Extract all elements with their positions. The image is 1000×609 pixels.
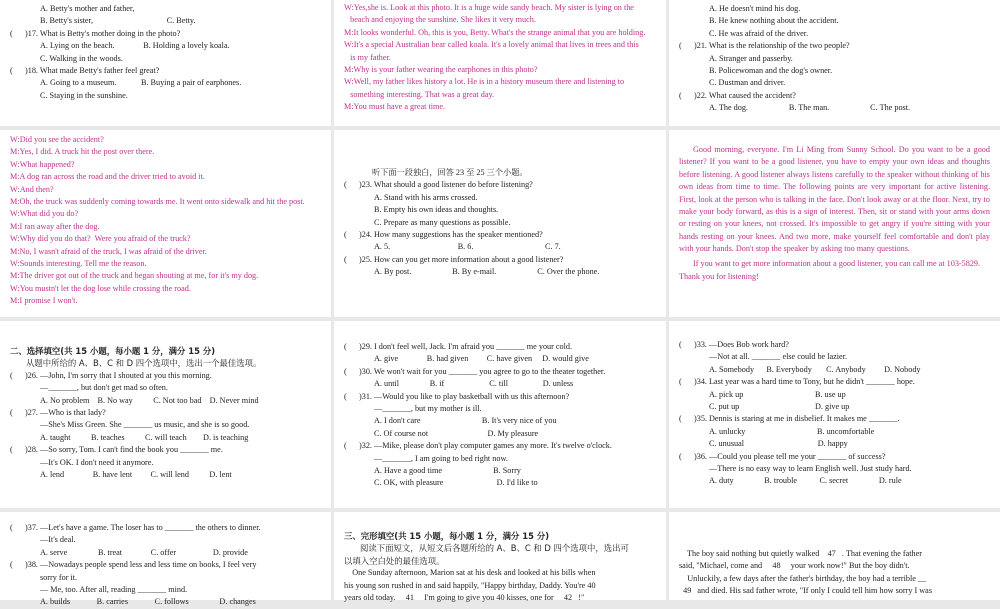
option-line: A. Going to a museum. B. Buying a pair of earphones. [40, 78, 242, 88]
question-line: ( )38. —Nowadays people spend less and less time on books, I feel very [10, 560, 257, 570]
cloze-lines [679, 548, 990, 598]
panel-monologue-listener [669, 130, 1000, 317]
option-line: A. Stranger and passerby. [709, 53, 793, 63]
option-line: A. 5. B. 6. C. 7. [374, 242, 561, 252]
question-line: ( )23. What should a good listener do before listening? [344, 180, 533, 190]
section-instruction: 从题中所给的 A、B、C 和 D 四个选项中，选出一个最佳选项。 [26, 358, 262, 369]
text-line: M:No, I wasn't afraid of the truck, I was afraid of the driver. [10, 246, 207, 256]
text-line: years old today. 41 I'm going to give you 40 kisses, one for 42 !" [344, 593, 585, 603]
text-line: One Sunday afternoon, Marion sat at his desk and looked at his bills when [344, 568, 596, 578]
text-line: M:You must have a great time. [344, 102, 446, 112]
option-line: C. Dustman and driver. [709, 78, 786, 88]
option-line: A. Somebody B. Everybody C. Anybody D. Nobody [709, 364, 921, 374]
text-line: W:What happened? [10, 159, 75, 169]
text-line: is my father. [344, 52, 391, 62]
panel-questions-23-25 [334, 130, 666, 317]
panel-questions-37-38 [0, 512, 331, 607]
text-line: W:What did you do? [10, 209, 79, 219]
text-line: 49 and died. His sad father wrote, "If only I could tell him how sorry I was [679, 586, 933, 596]
option-line: C. Staying in the sunshine. [40, 90, 128, 100]
question-lines [344, 179, 656, 278]
section-heading: 三、完形填空(共 15 小题，每小题 1 分，满分 15 分) [344, 531, 550, 541]
question-lines [344, 341, 656, 490]
panel-dialogue-accident [0, 130, 331, 317]
text-line: W:Why did you do that? Were you afraid of the truck? [10, 234, 191, 244]
option-line: A. lend B. have lent C. will lend D. lent [40, 470, 232, 480]
question-lines [10, 3, 321, 102]
option-line: C. unusual D. happy [709, 439, 848, 449]
question-line: ( )28. —So sorry, Tom. I can't find the book you _______ me. [10, 445, 223, 455]
question-line: ( )31. —Would you like to play basketball with us this afternoon? [344, 391, 570, 401]
section-instruction-cont: 以填入空白处的最佳选项。 [344, 555, 445, 566]
option-line: —It's deal. [40, 535, 76, 545]
panel-questions-29-32 [334, 321, 666, 508]
option-line: A. No problem B. No way C. Not too bad D. Never mind [40, 395, 259, 405]
option-line: C. Walking in the woods. [40, 53, 123, 63]
text-line: W:And then? [10, 184, 54, 194]
question-lines [679, 3, 990, 115]
text-line: something interesting. That was a great day. [344, 89, 495, 99]
option-line: A. pick up B. use up [709, 389, 846, 399]
question-line: ( )30. We won't wait for you _______ you agree to go to the theater together. [344, 366, 606, 376]
panel-questions-26-28 [0, 321, 331, 508]
text-line: M:It looks wonderful. Oh, this is you, Betty. What's the strange animal that you are holding. [344, 27, 646, 37]
text-line: W:Well, my father likes history a lot. He is in a history museum there and listening to [344, 77, 625, 87]
text-line: said, "Michael, come and 48 your work now!" But the boy didn't. [679, 561, 910, 571]
option-line: A. until B. if C. till D. unless [374, 379, 574, 389]
option-line: —_______, but my mother is ill. [374, 404, 482, 414]
question-line: ( )29. I don't feel well, Jack. I'm afraid you _______ me your cold. [344, 342, 573, 351]
option-line: A. duty B. trouble C. secret D. rule [709, 476, 902, 486]
question-line: ( )35. Dennis is staring at me in disbelief. It makes me _______. [679, 414, 900, 424]
panel-questions-33-36 [669, 321, 1000, 508]
option-line: —Not at all. _______ else could be lazier. [709, 352, 848, 362]
text-line: M:I promise I won't. [10, 296, 78, 306]
option-line: B. Empty his own ideas and thoughts. [374, 205, 499, 215]
panel-cloze-intro [334, 512, 666, 603]
cloze-lines [344, 567, 656, 604]
option-line: A. serve B. treat C. offer D. provide [40, 547, 248, 557]
option-line: A. I don't care B. It's very nice of you [374, 416, 557, 426]
question-lines [10, 370, 321, 482]
question-line: ( )32. —Mike, please don't play computer games any more. It's twelve o'clock. [344, 441, 612, 451]
text-line: M:Why is your father wearing the earphones in this photo? [344, 65, 538, 75]
text-line: W:It's a special Australian bear called koala. It's a lovely animal that lives in trees and this [344, 40, 639, 50]
option-line: C. Prepare as many questions as possible. [374, 217, 511, 227]
text-line: W:You mustn't let the dog lose while crossing the road. [10, 283, 191, 293]
question-line: ( )22. What caused the accident? [679, 90, 796, 100]
text-line: W:Yes,she is. Look at this photo. It is a huge wide sandy beach. My sister is lying on the [344, 3, 634, 12]
option-line: — Me, too. After all, reading _______ mind. [40, 585, 188, 595]
option-line: C. Of course not D. My pleasure [374, 428, 539, 438]
option-line: A. Have a good time B. Sorry [374, 466, 521, 476]
text-line: M:Oh, the truck was suddenly coming towards me. It went onto sidewalk and hit the post. [10, 197, 305, 207]
monologue-closing: Thank you for listening! [679, 272, 759, 282]
option-line: A. By post. B. By e-mail. C. Over the phone. [374, 267, 600, 277]
question-line: ( )17. What is Betty's mother doing in the photo? [10, 28, 181, 38]
option-line: C. He was afraid of the driver. [709, 28, 809, 38]
section-intro: 听下面一段独白，回答 23 至 25 三个小题。 [372, 168, 528, 177]
text-line: M:The driver got out of the truck and began shouting at me, for it's my dog. [10, 271, 259, 281]
text-line: beach and enjoying the sunshine. She likes it very much. [344, 15, 536, 25]
question-line: ( )18. What made Betty's father feel great? [10, 66, 160, 76]
panel-dialogue-betty [334, 0, 666, 126]
section-instruction: 阅读下面短文，从短文后各题所给的 A、B、C 和 D 四个选项中，选出可 [360, 543, 629, 554]
option-line: —_______, I am going to bed right now. [374, 453, 508, 463]
text-line: M:A dog ran across the road and the driver tried to avoid it. [10, 172, 205, 182]
option-line: B. Betty's sister, C. Betty. [40, 16, 196, 26]
option-line: B. Policewoman and the dog's owner. [709, 66, 833, 76]
question-line: ( )34. Last year was a hard time to Tony, but he didn't _______ hope. [679, 377, 915, 387]
option-line: —_______, but don't get mad so often. [40, 383, 168, 393]
monologue-contact: If you want to get more information about a good listener, you can call me at 103-5829. [693, 258, 981, 268]
question-lines [679, 339, 990, 488]
question-line: ( )37. —Let's have a game. The loser has to _______ the others to dinner. [10, 523, 261, 532]
text-line: his young son rushed in and said happily, "Happy birthday, Daddy. You're 40 [344, 580, 596, 590]
dialogue-lines [344, 2, 656, 114]
question-line: ( )24. How many suggestions has the speaker mentioned? [344, 230, 543, 240]
text-line: W:Did you see the accident? [10, 135, 104, 144]
option-line: —She's Miss Green. She _______ us music, and she is so good. [40, 420, 250, 430]
option-line: A. builds B. carries C. follows D. changes [40, 597, 256, 607]
option-line: —It's OK. I don't need it anymore. [40, 457, 154, 467]
option-line: A. unlucky B. uncomfortable [709, 426, 875, 436]
panel-questions-20-22 [669, 0, 1000, 126]
question-line: ( )25. How can you get more information about a good listener? [344, 254, 564, 264]
option-line: A. The dog. B. The man. C. The post. [709, 103, 911, 113]
option-line: C. OK, with pleasure D. I'd like to [374, 478, 538, 488]
section-heading: 二、选择填空(共 15 小题，每小题 1 分，满分 15 分) [10, 346, 216, 356]
option-line: B. He knew nothing about the accident. [709, 16, 839, 26]
text-line: M:Yes, I did. A truck hit the post over there. [10, 147, 155, 157]
option-line: A. He doesn't mind his dog. [709, 4, 801, 13]
option-line: A. taught B. teaches C. will teach D. is teaching [40, 432, 249, 442]
panel-cloze-continued [669, 512, 1000, 600]
question-line: ( )33. —Does Bob work hard? [679, 340, 789, 349]
panel-questions-17-18 [0, 0, 331, 126]
text-line: W:Sounds interesting. Tell me the reason. [10, 259, 147, 269]
text-line: M:I ran away after the dog. [10, 221, 100, 231]
option-line: A. Betty's mother and father, [40, 4, 135, 13]
option-line: A. Lying on the beach. B. Holding a lovely koala. [40, 41, 230, 51]
text-line: The boy said nothing but quietly walked 47 . That evening the father [679, 549, 922, 558]
question-line: ( )21. What is the relationship of the two people? [679, 41, 850, 51]
option-line: sorry for it. [40, 572, 78, 582]
question-line: ( )26. —John, I'm sorry that I shouted at you this morning. [10, 370, 212, 380]
dialogue-lines [10, 134, 321, 308]
question-line: ( )27. —Who is that lady? [10, 408, 106, 418]
option-line: A. Stand with his arms crossed. [374, 192, 478, 202]
option-line: C. put up D. give up [709, 402, 850, 412]
question-lines [10, 522, 321, 609]
monologue-paragraph: Good morning, everyone. I'm Li Ming from Sunny School. Do you want to be a good listener? If you want to be a good listener, you have to empty your own ideas and thoughts before listening. A good listener always listens carefully to the speaker without thinking of his own ideas from time to time. The following points are very important for active listening. First, look at the person who is talking in the face. Don't look away or at the floor. Next, try to make your body forward, as this is a sign of interest. Then, sit or stand with your arms down or resting on your knees, not crossed. It's impossible to get angry if you're sitting with your hands resting on your knees. And two more, make yourself feel comfortable and don't play with your hands. Don't stop the speaker by asking too many questions. [679, 145, 990, 254]
text-line: Unluckily, a few days after the father's birthday, the boy had a terrible __ [679, 573, 927, 583]
question-line: ( )36. —Could you please tell me your _______ of success? [679, 451, 886, 461]
option-line: A. give B. had given C. have given D. would give [374, 354, 589, 364]
option-line: —There is no easy way to learn English well. Just study hard. [709, 464, 912, 474]
